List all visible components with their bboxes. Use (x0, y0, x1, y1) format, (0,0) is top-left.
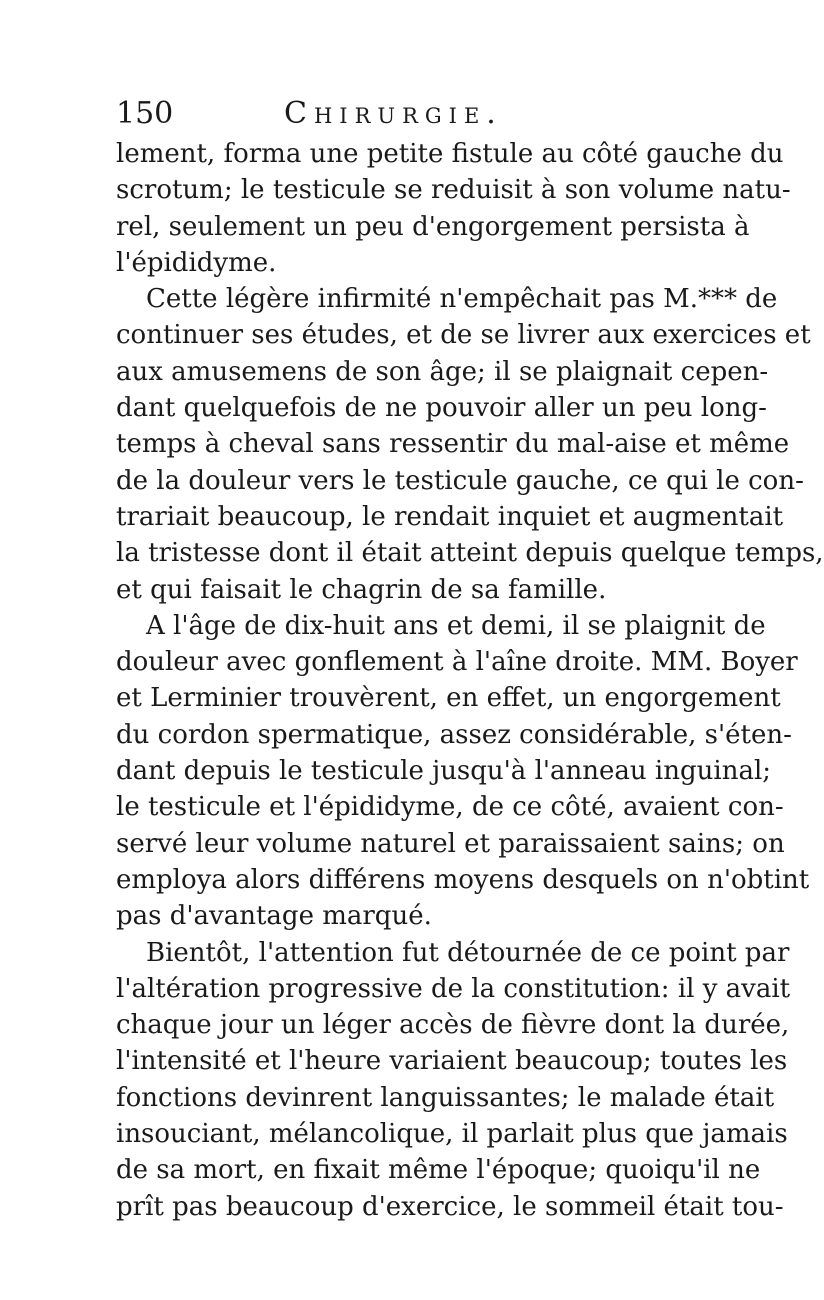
text-line: de la douleur vers le testicule gauche, ce qui le con- (116, 465, 804, 496)
text-line: scrotum; le testicule se reduisit à son volume natu- (116, 175, 791, 206)
text-line: A l'âge de dix-huit ans et demi, il se plaignit de (146, 610, 766, 641)
text-line: du cordon spermatique, assez considérable, s'éten- (116, 719, 792, 750)
text-line: le testicule et l'épididyme, de ce côté, avaient con- (116, 792, 784, 823)
page-number: 150 (116, 96, 174, 131)
text-line: continuer ses études, et de se livrer aux exercices et (116, 320, 811, 351)
text-line: l'intensité et l'heure variaient beaucoup; toutes les (116, 1046, 788, 1077)
text-line: la tristesse dont il était atteint depuis quelque temps, (116, 538, 824, 569)
text-line: pas d'avantage marqué. (116, 901, 432, 932)
text-line: l'altération progressive de la constitution: il y avait (116, 973, 791, 1004)
text-line: Bientôt, l'attention fut détournée de ce point par (146, 937, 790, 968)
text-line: lement, forma une petite fistule au côté gauche du (116, 139, 784, 169)
text-line: insouciant, mélancolique, il parlait plus que jamais (116, 1119, 788, 1150)
running-title: Chirurgie. (284, 96, 503, 131)
text-line: chaque jour un léger accès de fièvre dont la durée, (116, 1010, 790, 1041)
text-line: employa alors différens moyens desquels on n'obtint (116, 864, 810, 895)
text-line: dant depuis le testicule jusqu'à l'anneau inguinal; (116, 756, 772, 787)
page-header (116, 94, 676, 134)
text-line: et Lerminier trouvèrent, en effet, un engorgement (116, 683, 781, 714)
text-line: trariait beaucoup, le rendait inquiet et augmentait (116, 501, 784, 532)
text-line: temps à cheval sans ressentir du mal-aise et même (116, 429, 790, 460)
text-line: Cette légère infirmité n'empêchait pas M.*** de (146, 284, 778, 315)
text-line: fonctions devinrent languissantes; le malade était (116, 1082, 775, 1113)
text-line: dant quelquefois de ne pouvoir aller un peu long- (116, 393, 767, 424)
text-line: prît pas beaucoup d'exercice, le sommeil était tou- (116, 1191, 784, 1222)
text-line: douleur avec gonflement à l'aîne droite. MM. Boyer (116, 647, 798, 678)
text-line: l'épididyme. (116, 247, 277, 278)
text-line: rel, seulement un peu d'engorgement persista à (116, 211, 750, 242)
body-text (116, 136, 824, 1225)
text-line: aux amusemens de son âge; il se plaignait cepen- (116, 356, 769, 387)
text-line: de sa mort, en fixait même l'époque; quoiqu'il ne (116, 1155, 761, 1186)
text-line: servé leur volume naturel et paraissaient sains; on (116, 828, 785, 859)
text-line: et qui faisait le chagrin de sa famille. (116, 574, 607, 605)
